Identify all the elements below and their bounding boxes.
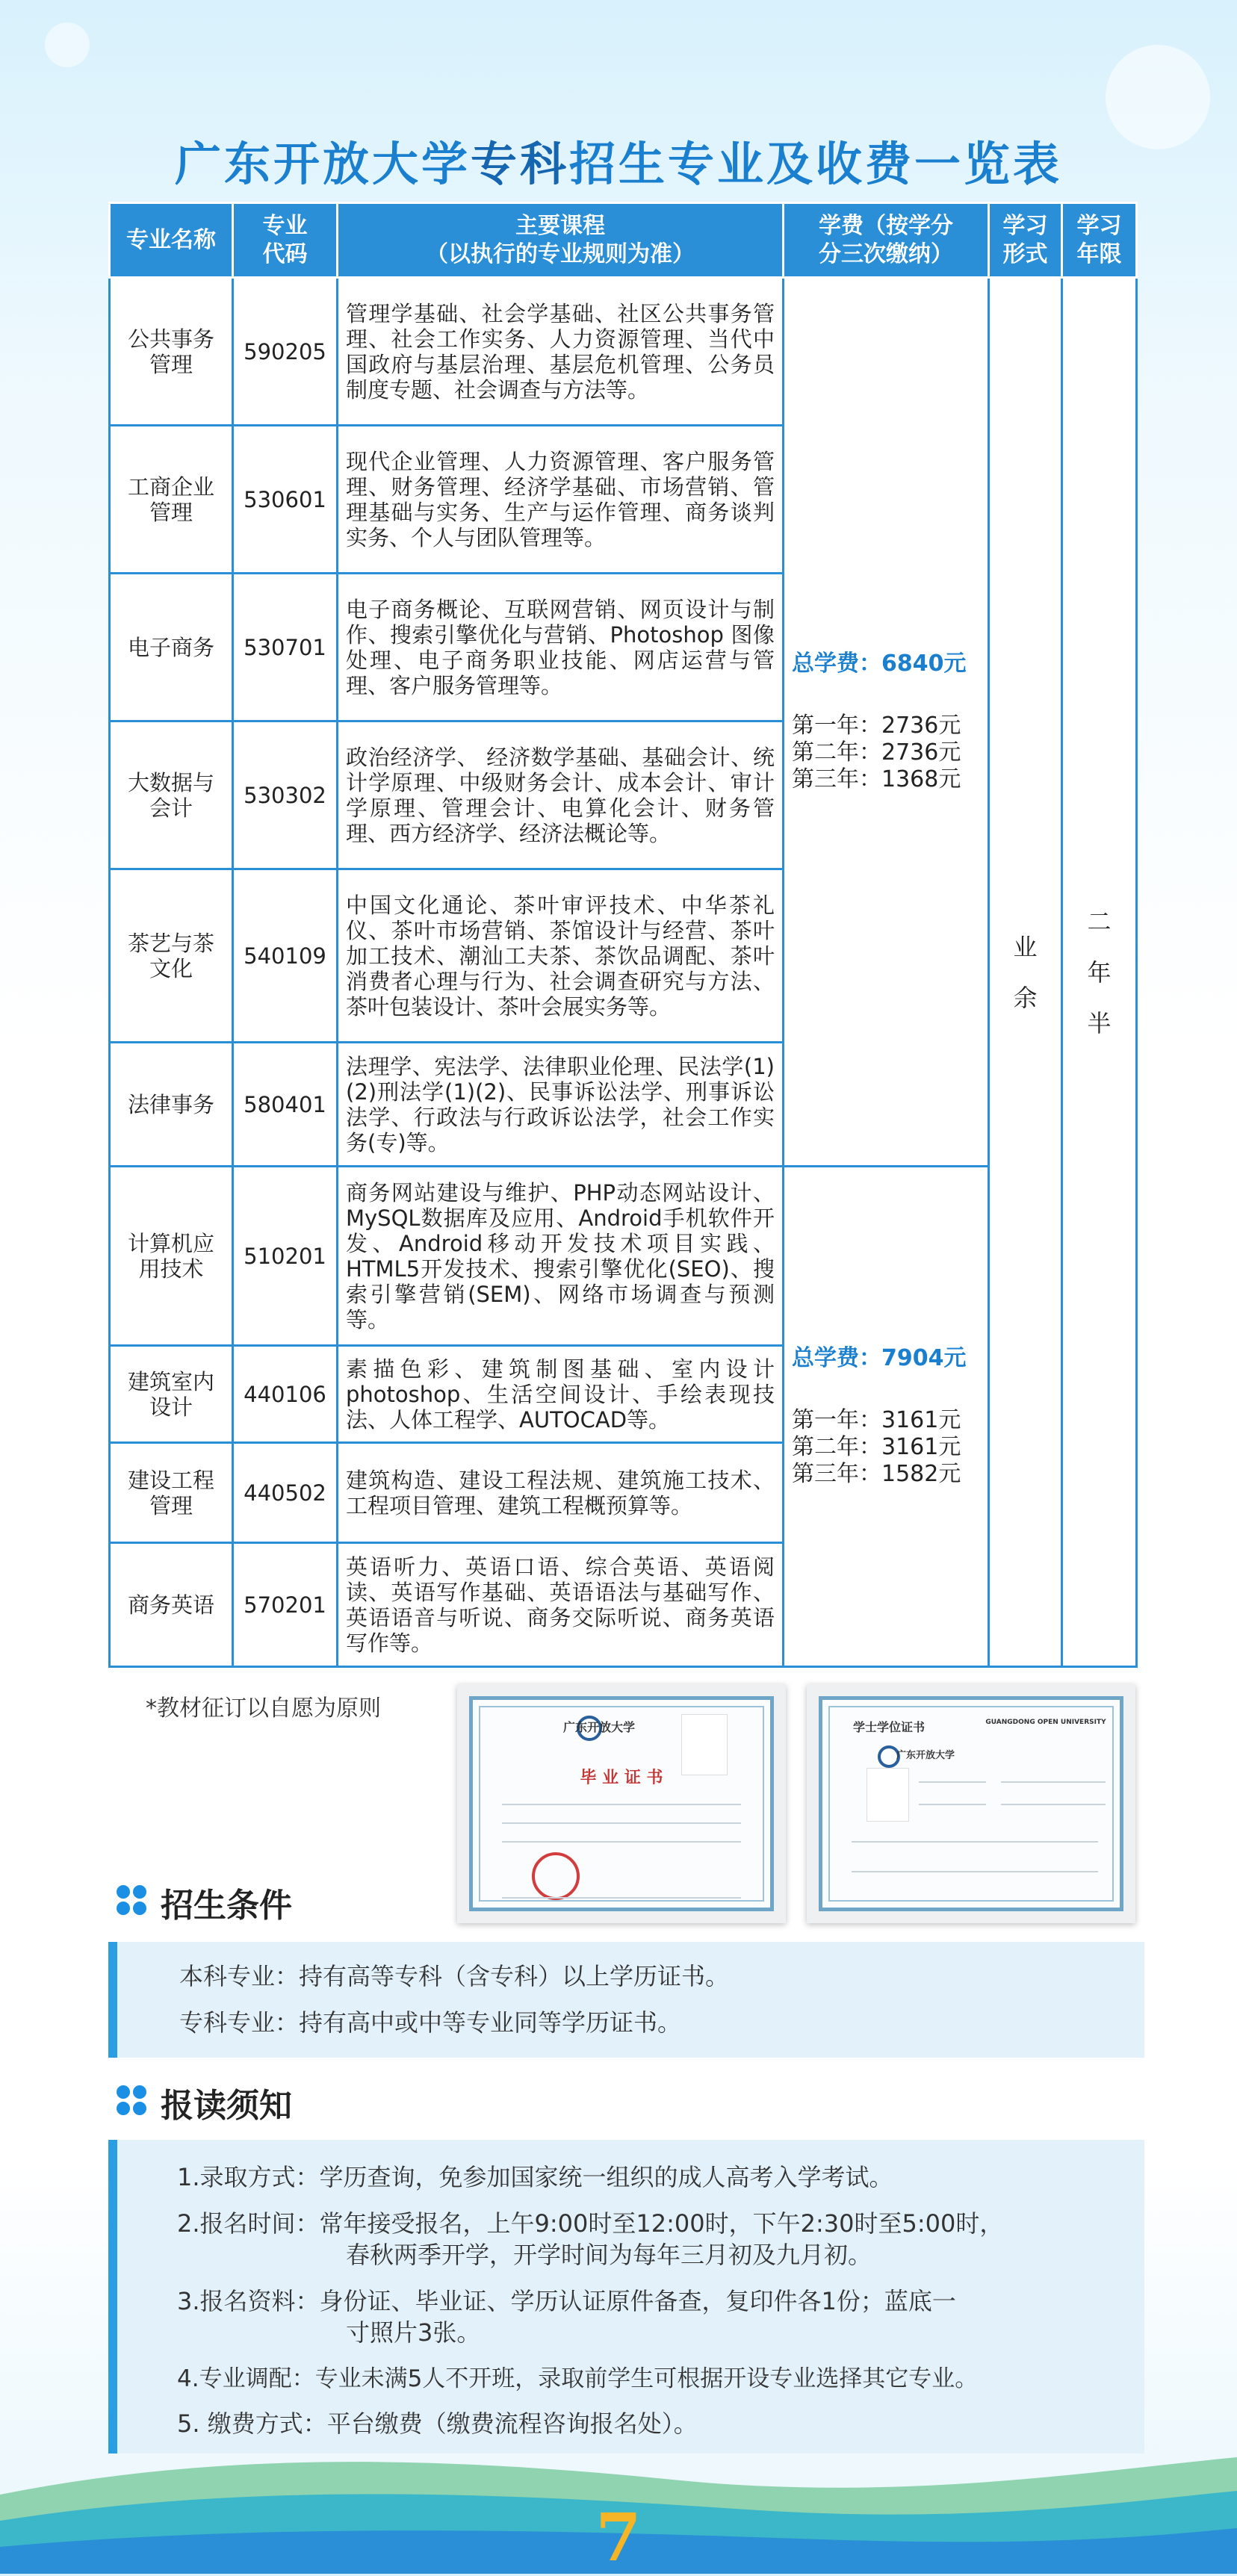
flower-bullet-icon	[114, 2082, 149, 2118]
admission-box	[108, 1942, 1144, 2058]
notice-line: 4.专业调配：专业未满5人不开班，录取前学生可根据开设专业选择其它专业。	[177, 2365, 979, 2392]
certificate-title: 学士学位证书	[852, 1720, 925, 1734]
header-mode: 学习 形式	[989, 203, 1062, 278]
major-name: 法律事务	[110, 1043, 233, 1167]
major-name: 建筑室内 设计	[110, 1346, 233, 1443]
major-courses: 英语听力、英语口语、综合英语、英语阅读、英语写作基础、英语语法与基础写作、英语语音与听说、商务交际听说、商务英语写作等。	[338, 1543, 784, 1667]
table-row	[110, 278, 1137, 426]
major-code: 580401	[233, 1043, 338, 1167]
graduation-certificate-image	[457, 1684, 786, 1923]
major-courses: 素描色彩、建筑制图基础、室内设计photoshop、生活空间设计、手绘表现技法、人体工程学、AUTOCAD等。	[338, 1346, 784, 1443]
notice-line: 5. 缴费方式：平台缴费（缴费流程咨询报名处）。	[177, 2409, 698, 2438]
major-courses: 电子商务概论、互联网营销、网页设计与制作、搜索引擎优化与营销、Photoshop 图像处理、电子商务职业技能、网店运营与管理、客户服务管理等。	[338, 574, 784, 721]
major-courses: 现代企业管理、人力资源管理、客户服务管理、财务管理、经济学基础、市场营销、管理基础与实务、生产与运作管理、商务谈判实务、个人与团队管理等。	[338, 426, 784, 574]
study-mode: 业 余	[989, 278, 1062, 1667]
major-code: 530701	[233, 574, 338, 721]
certificate-school: 广东开放大学	[562, 1720, 635, 1734]
fee-year-3: 第三年：1582元	[792, 1460, 961, 1487]
major-name: 茶艺与茶 文化	[110, 869, 233, 1043]
header-fee: 学费（按学分 分三次缴纳）	[784, 203, 989, 278]
major-code: 570201	[233, 1543, 338, 1667]
major-code: 440106	[233, 1346, 338, 1443]
major-code: 440502	[233, 1443, 338, 1543]
notice-line: 2.报名时间：常年接受报名，上午9:00时至12:00时，下午2:30时至5:00时，	[177, 2209, 1004, 2238]
admission-heading: 招生条件	[161, 1887, 292, 1925]
notice-line: 寸照片3张。	[346, 2318, 481, 2347]
fee-year-1: 第一年：3161元	[792, 1406, 961, 1433]
major-courses: 管理学基础、社会学基础、社区公共事务管理、社会工作实务、人力资源管理、当代中国政府与基层治理、基层危机管理、公务员制度专题、社会调查与方法等。	[338, 278, 784, 426]
major-courses: 建筑构造、建设工程法规、建筑施工技术、工程项目管理、建筑工程概预算等。	[338, 1443, 784, 1543]
major-courses: 中国文化通论、茶叶审评技术、中华茶礼仪、茶叶市场营销、茶馆设计与经营、茶叶加工技术、潮汕工夫茶、茶饮品调配、茶叶消费者心理与行为、社会调查研究与方法、茶叶包装设计、茶叶会展实务等。	[338, 869, 784, 1043]
certificate-title: 毕 业 证 书	[580, 1769, 663, 1787]
notice-line: 1.录取方式：学历查询，免参加国家统一组织的成人高考入学考试。	[177, 2163, 893, 2191]
major-courses: 商务网站建设与维护、PHP动态网站设计、MySQL数据库及应用、Android手机软件开发、Android移动开发技术项目实践、HTML5开发技术、搜索引擎优化(SEO)、搜索引擎营销(SEM)、网络市场调查与预测等。	[338, 1167, 784, 1346]
major-name: 电子商务	[110, 574, 233, 721]
major-name: 建设工程 管理	[110, 1443, 233, 1543]
major-name: 商务英语	[110, 1543, 233, 1667]
page-number: 7	[595, 2498, 642, 2576]
notice-line: 春秋两季开学，开学时间为每年三月初及九月初。	[346, 2241, 872, 2269]
decorative-circle	[45, 22, 90, 67]
textbook-note: *教材征订以自愿为原则	[146, 1695, 381, 1722]
major-name: 计算机应 用技术	[110, 1167, 233, 1346]
major-name: 公共事务 管理	[110, 278, 233, 426]
program-fee-table	[108, 202, 1138, 1668]
major-code: 540109	[233, 869, 338, 1043]
major-code: 590205	[233, 278, 338, 426]
header-code: 专业 代码	[233, 203, 338, 278]
fee-year-2: 第二年：3161元	[792, 1433, 961, 1460]
header-name: 专业名称	[110, 203, 233, 278]
major-code: 530302	[233, 721, 338, 869]
notice-line: 3.报名资料：身份证、毕业证、学历认证原件备查，复印件各1份；蓝底一	[177, 2287, 956, 2315]
major-code: 530601	[233, 426, 338, 574]
fee-cell	[784, 278, 989, 1167]
major-courses: 法理学、宪法学、法律职业伦理、民法学(1)(2)刑法学(1)(2)、民事诉讼法学、刑事诉讼法学、行政法与行政诉讼法学，社会工作实务(专)等。	[338, 1043, 784, 1167]
fee-total: 总学费：7904元	[792, 1344, 967, 1371]
admission-line: 专科专业：持有高中或中等专业同等学历证书。	[179, 2008, 682, 2037]
major-name: 工商企业 管理	[110, 426, 233, 574]
certificate-en: GUANGDONG OPEN UNIVERSITY	[985, 1719, 1106, 1726]
major-code: 510201	[233, 1167, 338, 1346]
fee-year-3: 第三年：1368元	[792, 766, 961, 792]
fee-year-2: 第二年：2736元	[792, 739, 961, 766]
header-courses: 主要课程 （以执行的专业规则为准）	[338, 203, 784, 278]
header-years: 学习 年限	[1062, 203, 1137, 278]
page-title: 广东开放大学专科招生专业及收费一览表	[174, 137, 1063, 191]
major-courses: 政治经济学、 经济数学基础、基础会计、统计学原理、中级财务会计、成本会计、审计学原理、管理会计、电算化会计、财务管理、西方经济学、经济法概论等。	[338, 721, 784, 869]
study-years: 二 年 半	[1062, 278, 1137, 1667]
fee-cell	[784, 1167, 989, 1667]
fee-year-1: 第一年：2736元	[792, 712, 961, 739]
red-seal	[532, 1852, 580, 1900]
notice-box	[108, 2140, 1144, 2454]
table-row	[110, 1167, 1137, 1346]
fee-total: 总学费：6840元	[792, 650, 967, 677]
notice-heading: 报读须知	[161, 2087, 292, 2125]
major-name: 大数据与 会计	[110, 721, 233, 869]
degree-certificate-image	[807, 1684, 1135, 1923]
flower-bullet-icon	[114, 1882, 149, 1918]
certificate-school: 广东开放大学	[896, 1750, 955, 1761]
admission-line: 本科专业：持有高等专科（含专科）以上学历证书。	[179, 1962, 730, 1990]
